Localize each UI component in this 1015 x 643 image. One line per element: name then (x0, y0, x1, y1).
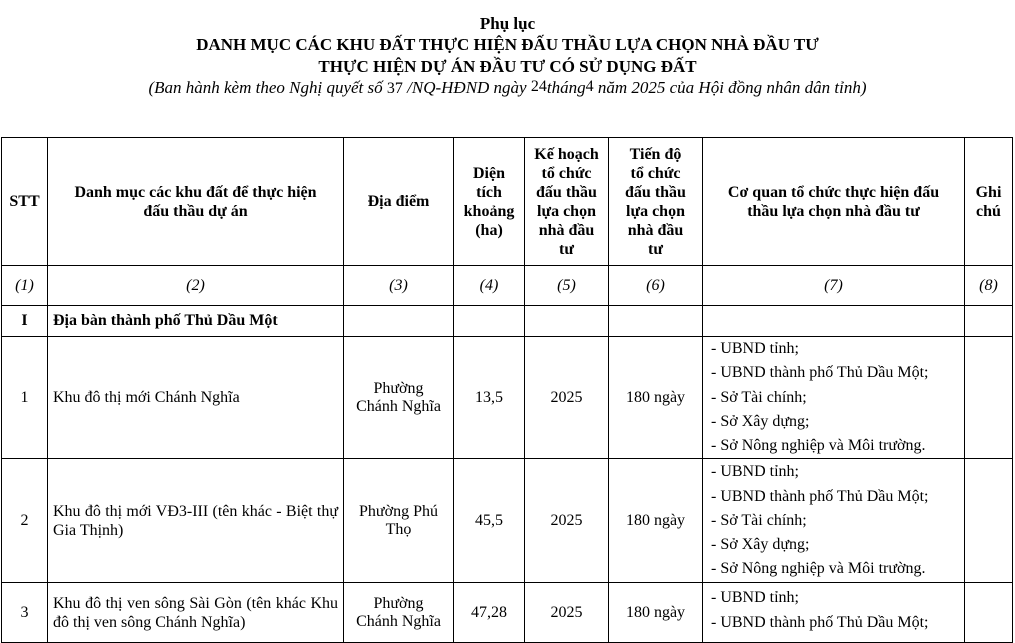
subtitle-prefix: (Ban hành kèm theo Nghị quyết số (148, 78, 387, 97)
agency-item: - UBND tỉnh; (711, 589, 799, 607)
header-location: Địa điểm (344, 138, 454, 266)
row-plan: 2025 (525, 459, 609, 583)
subtitle-mid-1: /NQ-HĐND ngày (402, 78, 531, 97)
document-subtitle (0, 78, 1015, 99)
table-row (2, 337, 1013, 459)
section-row (2, 306, 1013, 337)
table-row (2, 583, 1013, 643)
column-number: (8) (965, 266, 1013, 306)
agency-item: - UBND thành phố Thủ Dầu Một; (711, 364, 929, 382)
row-agencies (703, 459, 965, 583)
resolution-month: 4 (585, 78, 594, 95)
row-progress: 180 ngày (609, 583, 703, 643)
row-stt: 1 (2, 337, 48, 459)
column-number: (1) (2, 266, 48, 306)
header-plan: Kế hoạch tổ chức đấu thầu lựa chọn nhà đầu tư (525, 138, 609, 266)
table-row (2, 459, 1013, 583)
row-plan: 2025 (525, 583, 609, 643)
agency-item: - UBND tỉnh; (711, 340, 799, 357)
resolution-number: 37 (386, 80, 403, 97)
row-stt: 2 (2, 459, 48, 583)
agency-item: - Sở Nông nghiệp và Môi trường. (711, 437, 926, 455)
row-land-name: Khu đô thị ven sông Sài Gòn (tên khác Khu đô thị ven sông Chánh Nghĩa) (48, 583, 344, 643)
row-note (965, 459, 1013, 583)
row-land-name: Khu đô thị mới VĐ3-III (tên khác - Biệt thự Gia Thịnh) (48, 459, 344, 583)
agency-item: - Sở Tài chính; (711, 511, 807, 529)
document-title-line-2: THỰC HIỆN DỰ ÁN ĐẦU TƯ CÓ SỬ DỤNG ĐẤT (318, 57, 697, 76)
row-stt: 3 (2, 583, 48, 643)
agency-item: - Sở Tài chính; (711, 388, 807, 406)
agency-item: - UBND thành phố Thủ Dầu Một; (711, 487, 929, 505)
subtitle-mid-2: tháng (546, 78, 586, 97)
row-area: 45,5 (454, 459, 525, 583)
table-header-row (2, 138, 1013, 266)
row-area: 47,28 (454, 583, 525, 643)
header-stt: STT (2, 138, 48, 266)
row-note (965, 337, 1013, 459)
column-number-row (2, 266, 1013, 306)
row-location: Phường Chánh Nghĩa (344, 337, 454, 459)
column-number: (4) (454, 266, 525, 306)
header-land-name: Danh mục các khu đất để thực hiện đấu thầu dự án (48, 138, 344, 266)
row-progress: 180 ngày (609, 459, 703, 583)
row-note (965, 583, 1013, 643)
resolution-day: 24 (530, 78, 547, 95)
column-number: (6) (609, 266, 703, 306)
agency-item: - UBND tỉnh; (711, 463, 799, 481)
land-list-table (1, 137, 1013, 643)
row-land-name: Khu đô thị mới Chánh Nghĩa (48, 337, 344, 459)
column-number: (5) (525, 266, 609, 306)
section-title: Địa bàn thành phố Thủ Dầu Một (48, 306, 344, 337)
header-note: Ghi chú (965, 138, 1013, 266)
agency-item: - Sở Xây dựng; (711, 412, 810, 430)
subtitle-suffix: năm 2025 của Hội đồng nhân dân tỉnh) (593, 78, 867, 97)
row-location: Phường Phú Thọ (344, 459, 454, 583)
header-area: Diện tích khoảng (ha) (454, 138, 525, 266)
row-agencies (703, 337, 965, 459)
agency-item: - Sở Xây dựng; (711, 536, 810, 554)
header-progress: Tiến độ tổ chức đấu thầu lựa chọn nhà đầu tư (609, 138, 703, 266)
header-agency: Cơ quan tổ chức thực hiện đấu thầu lựa chọn nhà đầu tư (703, 138, 965, 266)
column-number: (7) (703, 266, 965, 306)
row-location: Phường Chánh Nghĩa (344, 583, 454, 643)
row-plan: 2025 (525, 337, 609, 459)
row-progress: 180 ngày (609, 337, 703, 459)
column-number: (3) (344, 266, 454, 306)
agency-item: - UBND thành phố Thủ Dầu Một; (711, 613, 929, 631)
document-title-line-1: DANH MỤC CÁC KHU ĐẤT THỰC HIỆN ĐẤU THẦU LỰA CHỌN NHÀ ĐẦU TƯ (196, 35, 819, 54)
appendix-label: Phụ lục (479, 14, 536, 33)
agency-item: - Sở Nông nghiệp và Môi trường. (711, 560, 926, 578)
row-agencies (703, 583, 965, 643)
section-index: I (2, 306, 48, 337)
column-number: (2) (48, 266, 344, 306)
row-area: 13,5 (454, 337, 525, 459)
